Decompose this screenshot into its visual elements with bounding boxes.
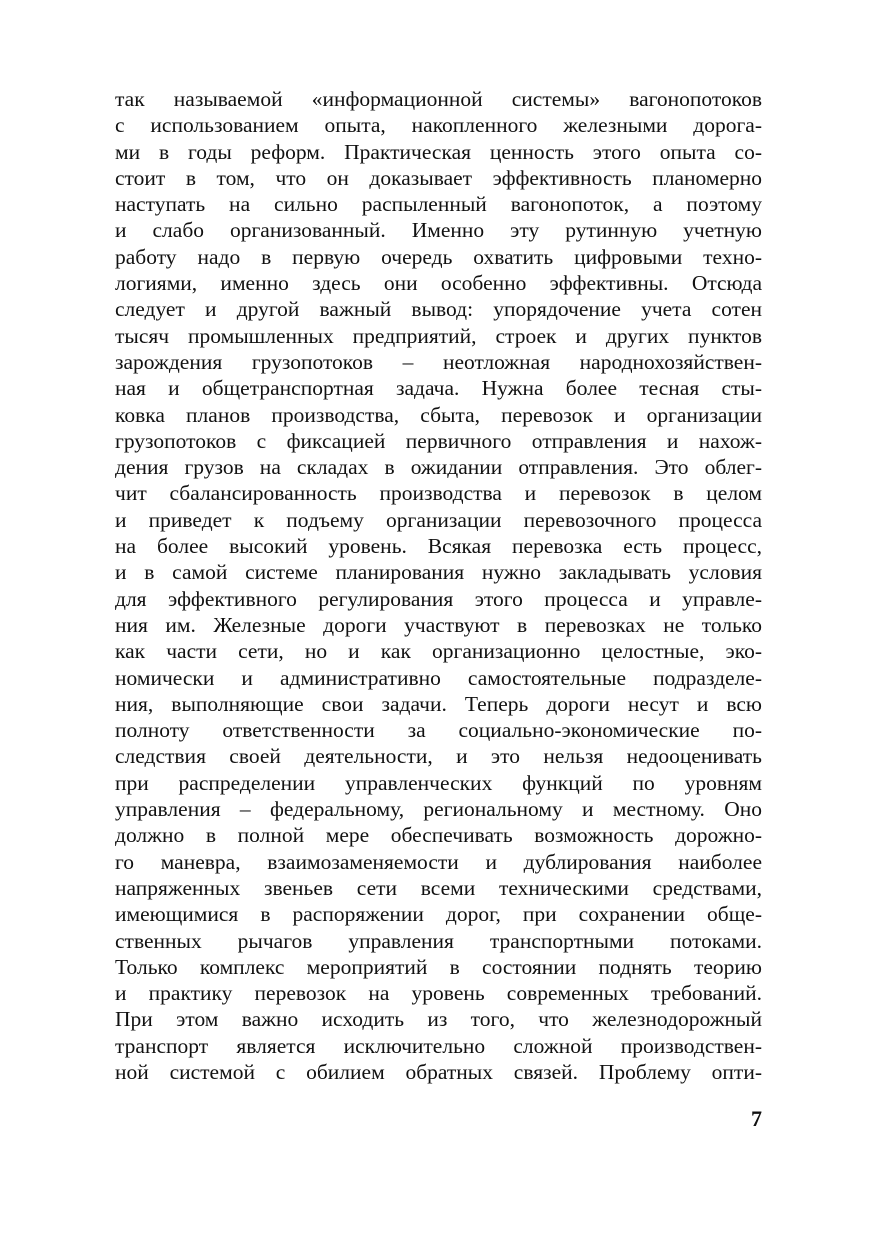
text-line: следует и другой важный вывод: упорядочение учета сотен xyxy=(115,297,762,322)
page-number: 7 xyxy=(751,1106,762,1131)
text-line: на более высокий уровень. Всякая перевозка есть процесс, xyxy=(115,534,762,559)
text-line: зарождения грузопотоков – неотложная народнохозяйствен- xyxy=(115,349,762,374)
text-line: ми в годы реформ. Практическая ценность этого опыта со- xyxy=(115,139,762,164)
text-line: стоит в том, что он доказывает эффективность планомерно xyxy=(115,165,762,190)
text-line: и в самой системе планирования нужно закладывать условия xyxy=(115,560,762,585)
text-line: дения грузов на складах в ожидании отправления. Это облег- xyxy=(115,455,762,480)
text-line: работу надо в первую очередь охватить цифровыми техно- xyxy=(115,244,762,269)
text-line: ная и общетранспортная задача. Нужна более тесная сты- xyxy=(115,376,762,401)
text-line: ной системой с обилием обратных связей. Проблему опти- xyxy=(115,1059,762,1084)
text-line: напряженных звеньев сети всеми техническими средствами, xyxy=(115,875,762,900)
text-line: ственных рычагов управления транспортными потоками. xyxy=(115,928,762,953)
text-line: номически и административно самостоятельные подразделе- xyxy=(115,665,762,690)
text-line: имеющимися в распоряжении дорог, при сохранении обще- xyxy=(115,902,762,927)
text-line: ковка планов производства, сбыта, перевозок и организации xyxy=(115,402,762,427)
text-line: с использованием опыта, накопленного железными дорога- xyxy=(115,113,762,138)
text-line: ния, выполняющие свои задачи. Теперь дороги несут и всю xyxy=(115,691,762,716)
text-line: и практику перевозок на уровень современных требований. xyxy=(115,981,762,1006)
text-line: наступать на сильно распыленный вагонопоток, а поэтому xyxy=(115,192,762,217)
text-line: следствия своей деятельности, и это нельзя недооценивать xyxy=(115,744,762,769)
text-line: полноту ответственности за социально-экономические по- xyxy=(115,718,762,743)
text-line: Только комплекс мероприятий в состоянии поднять теорию xyxy=(115,954,762,979)
text-line: как части сети, но и как организационно целостные, эко- xyxy=(115,639,762,664)
body-text xyxy=(115,86,762,1085)
text-line: при распределении управленческих функций по уровням xyxy=(115,770,762,795)
text-line: и слабо организованный. Именно эту рутинную учетную xyxy=(115,218,762,243)
text-line: чит сбалансированность производства и перевозок в целом xyxy=(115,481,762,506)
text-line: транспорт является исключительно сложной производствен- xyxy=(115,1033,762,1058)
text-line: тысяч промышленных предприятий, строек и других пунктов xyxy=(115,323,762,348)
text-line: логиями, именно здесь они особенно эффективны. Отсюда xyxy=(115,271,762,296)
text-line: го маневра, взаимозаменяемости и дублирования наиболее xyxy=(115,849,762,874)
text-line: грузопотоков с фиксацией первичного отправления и нахож- xyxy=(115,428,762,453)
text-line: и приведет к подъему организации перевозочного процесса xyxy=(115,507,762,532)
text-line: так называемой «информационной системы» вагонопотоков xyxy=(115,87,762,111)
text-line: управления – федеральному, региональному и местному. Оно xyxy=(115,797,762,822)
text-line: ния им. Железные дороги участвуют в перевозках не только xyxy=(115,612,762,637)
text-line: При этом важно исходить из того, что железнодорожный xyxy=(115,1007,762,1032)
text-line: должно в полной мере обеспечивать возможность дорожно- xyxy=(115,823,762,848)
text-line: для эффективного регулирования этого процесса и управле- xyxy=(115,586,762,611)
